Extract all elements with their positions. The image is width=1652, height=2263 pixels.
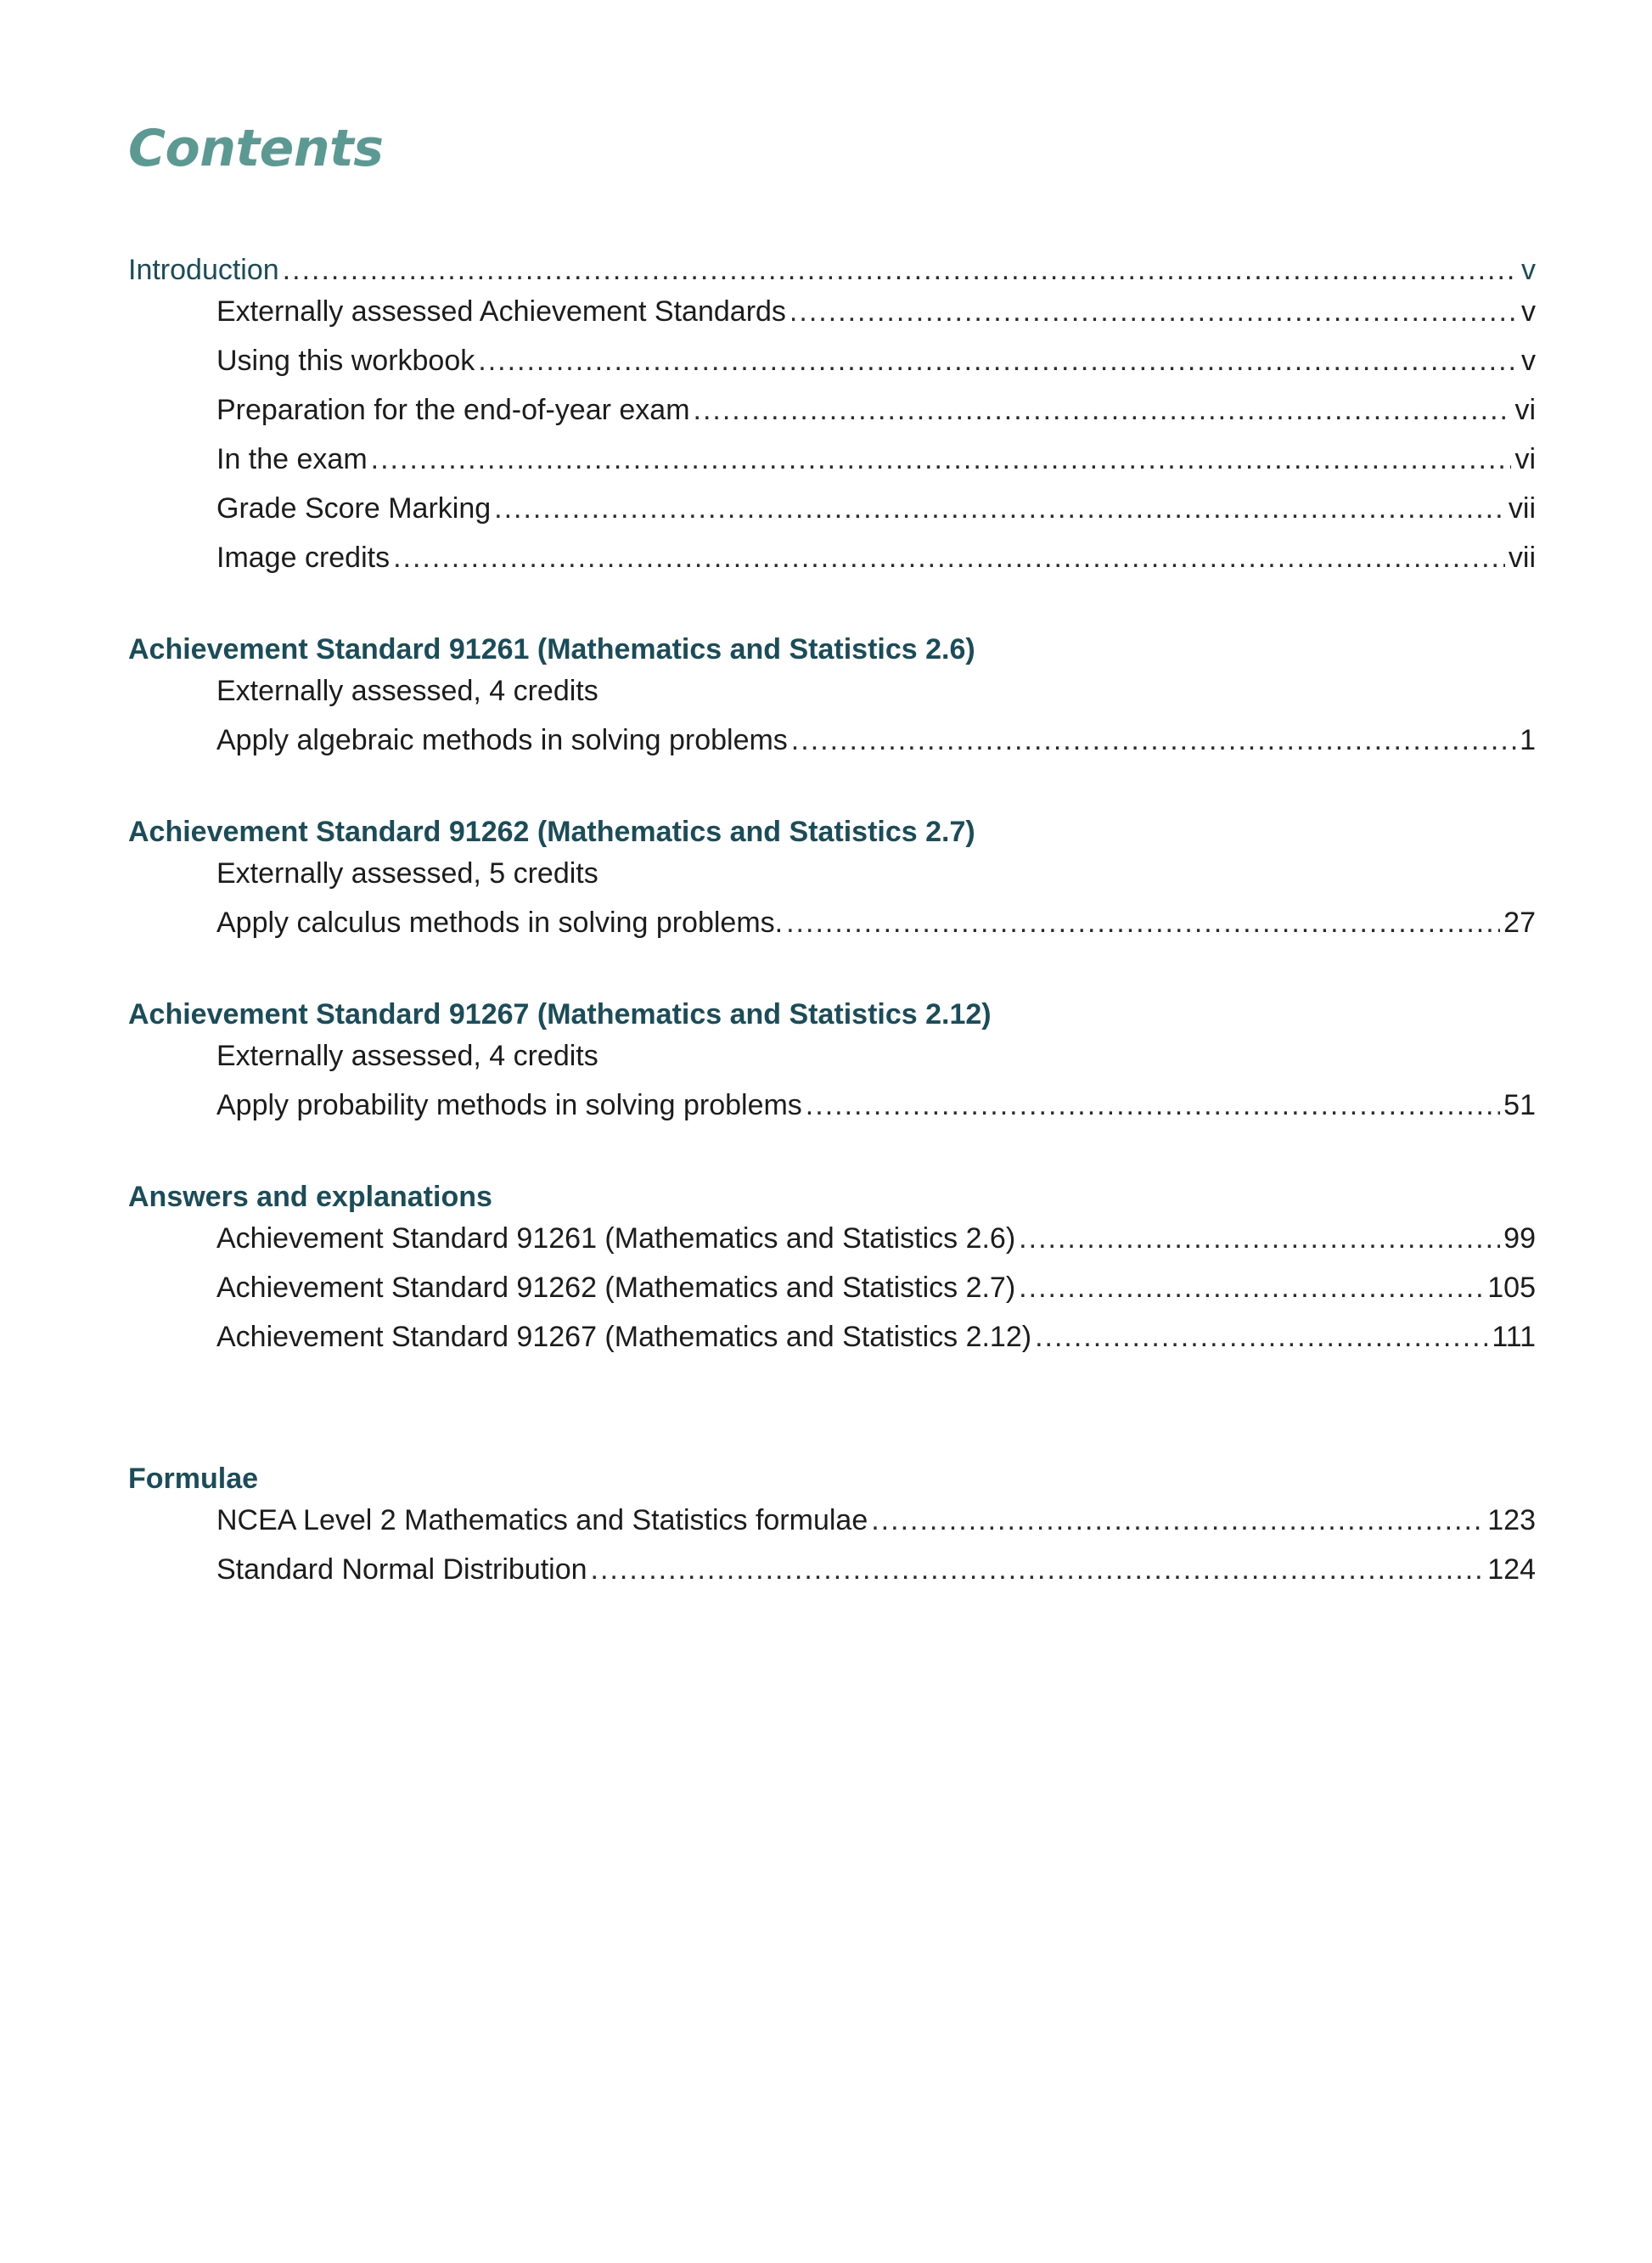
toc-entry-label: Using this workbook (216, 345, 475, 377)
contents-page (128, 119, 1536, 1586)
toc-entry-label: Apply probability methods in solving problems (216, 1089, 802, 1121)
dot-leader (1035, 1317, 1488, 1357)
toc-page-number: 105 (1487, 1272, 1536, 1304)
dot-leader (791, 720, 1516, 761)
toc-entry[interactable] (216, 340, 1536, 381)
dot-leader (1019, 1218, 1500, 1259)
toc-entry-label: In the exam (216, 443, 368, 475)
dot-leader (871, 1500, 1484, 1541)
toc-page-number: 111 (1492, 1321, 1536, 1353)
toc-entry-label: Grade Score Marking (216, 492, 492, 525)
toc-page-number: 124 (1487, 1553, 1536, 1586)
toc-page-number: v (1521, 295, 1536, 328)
toc-page-number: vii (1508, 492, 1536, 525)
dot-leader (789, 291, 1518, 332)
toc-entry-label: Achievement Standard 91262 (Mathematics and Statistics 2.7) (216, 1272, 1016, 1304)
toc-page-number: v (1521, 254, 1536, 286)
toc-entry[interactable] (216, 1549, 1536, 1590)
credits-note: Externally assessed, 5 credits (216, 857, 598, 890)
dot-leader (1019, 1267, 1484, 1308)
toc-entry[interactable] (216, 537, 1536, 578)
section-heading: Achievement Standard 91267 (Mathematics and Statistics 2.12) (128, 998, 992, 1030)
section-heading: Achievement Standard 91261 (Mathematics and Statistics 2.6) (128, 633, 975, 665)
toc-entry-label: Preparation for the end-of-year exam (216, 394, 690, 426)
toc-page-number: vi (1514, 394, 1536, 426)
dot-leader (371, 439, 1512, 480)
toc-entry[interactable] (216, 1085, 1536, 1126)
toc-page-number: 123 (1487, 1504, 1536, 1536)
toc-entry[interactable] (216, 488, 1536, 529)
toc-entry-label: Apply algebraic methods in solving problems (216, 724, 788, 756)
toc-entry[interactable] (216, 1218, 1536, 1259)
dot-leader (786, 902, 1500, 943)
toc-entry[interactable] (216, 390, 1536, 430)
toc-entry-introduction[interactable] (128, 250, 1536, 290)
toc-entry-label: NCEA Level 2 Mathematics and Statistics formulae (216, 1504, 868, 1536)
toc-page-number: 27 (1503, 907, 1536, 939)
section-heading: Answers and explanations (128, 1181, 492, 1213)
toc-page-number: vii (1508, 542, 1536, 574)
credits-note: Externally assessed, 4 credits (216, 675, 598, 707)
section-heading: Achievement Standard 91262 (Mathematics and Statistics 2.7) (128, 816, 975, 848)
toc-page-number: 51 (1503, 1089, 1536, 1121)
toc-entry[interactable] (216, 1317, 1536, 1357)
toc-entry[interactable] (216, 720, 1536, 761)
toc-page-number: 99 (1503, 1222, 1536, 1255)
toc-entry[interactable] (216, 1500, 1536, 1541)
toc-entry[interactable] (216, 291, 1536, 332)
toc-entry-label: Image credits (216, 542, 391, 574)
toc-entry-label: Achievement Standard 91267 (Mathematics and Statistics 2.12) (216, 1321, 1032, 1353)
toc-page-number: v (1521, 345, 1536, 377)
dot-leader (393, 537, 1505, 578)
toc-entry[interactable] (216, 439, 1536, 480)
dot-leader (478, 340, 1518, 381)
credits-note: Externally assessed, 4 credits (216, 1040, 598, 1072)
toc-entry[interactable] (216, 1267, 1536, 1308)
section-heading: Formulae (128, 1463, 259, 1495)
toc-page-number: vi (1514, 443, 1536, 475)
dot-leader (591, 1549, 1485, 1590)
dot-leader (806, 1085, 1500, 1126)
toc-entry-label: Achievement Standard 91261 (Mathematics and Statistics 2.6) (216, 1222, 1016, 1255)
toc-entry-label: Apply calculus methods in solving problems. (216, 907, 784, 939)
toc-entry-label: Externally assessed Achievement Standards (216, 295, 786, 328)
toc-page-number: 1 (1520, 724, 1536, 756)
page-title: Contents (128, 119, 384, 178)
dot-leader (283, 250, 1518, 290)
toc-entry-label: Standard Normal Distribution (216, 1553, 587, 1586)
toc-entry[interactable] (216, 902, 1536, 943)
dot-leader (494, 488, 1505, 529)
dot-leader (694, 390, 1512, 430)
toc-entry-label: Introduction (128, 254, 279, 286)
